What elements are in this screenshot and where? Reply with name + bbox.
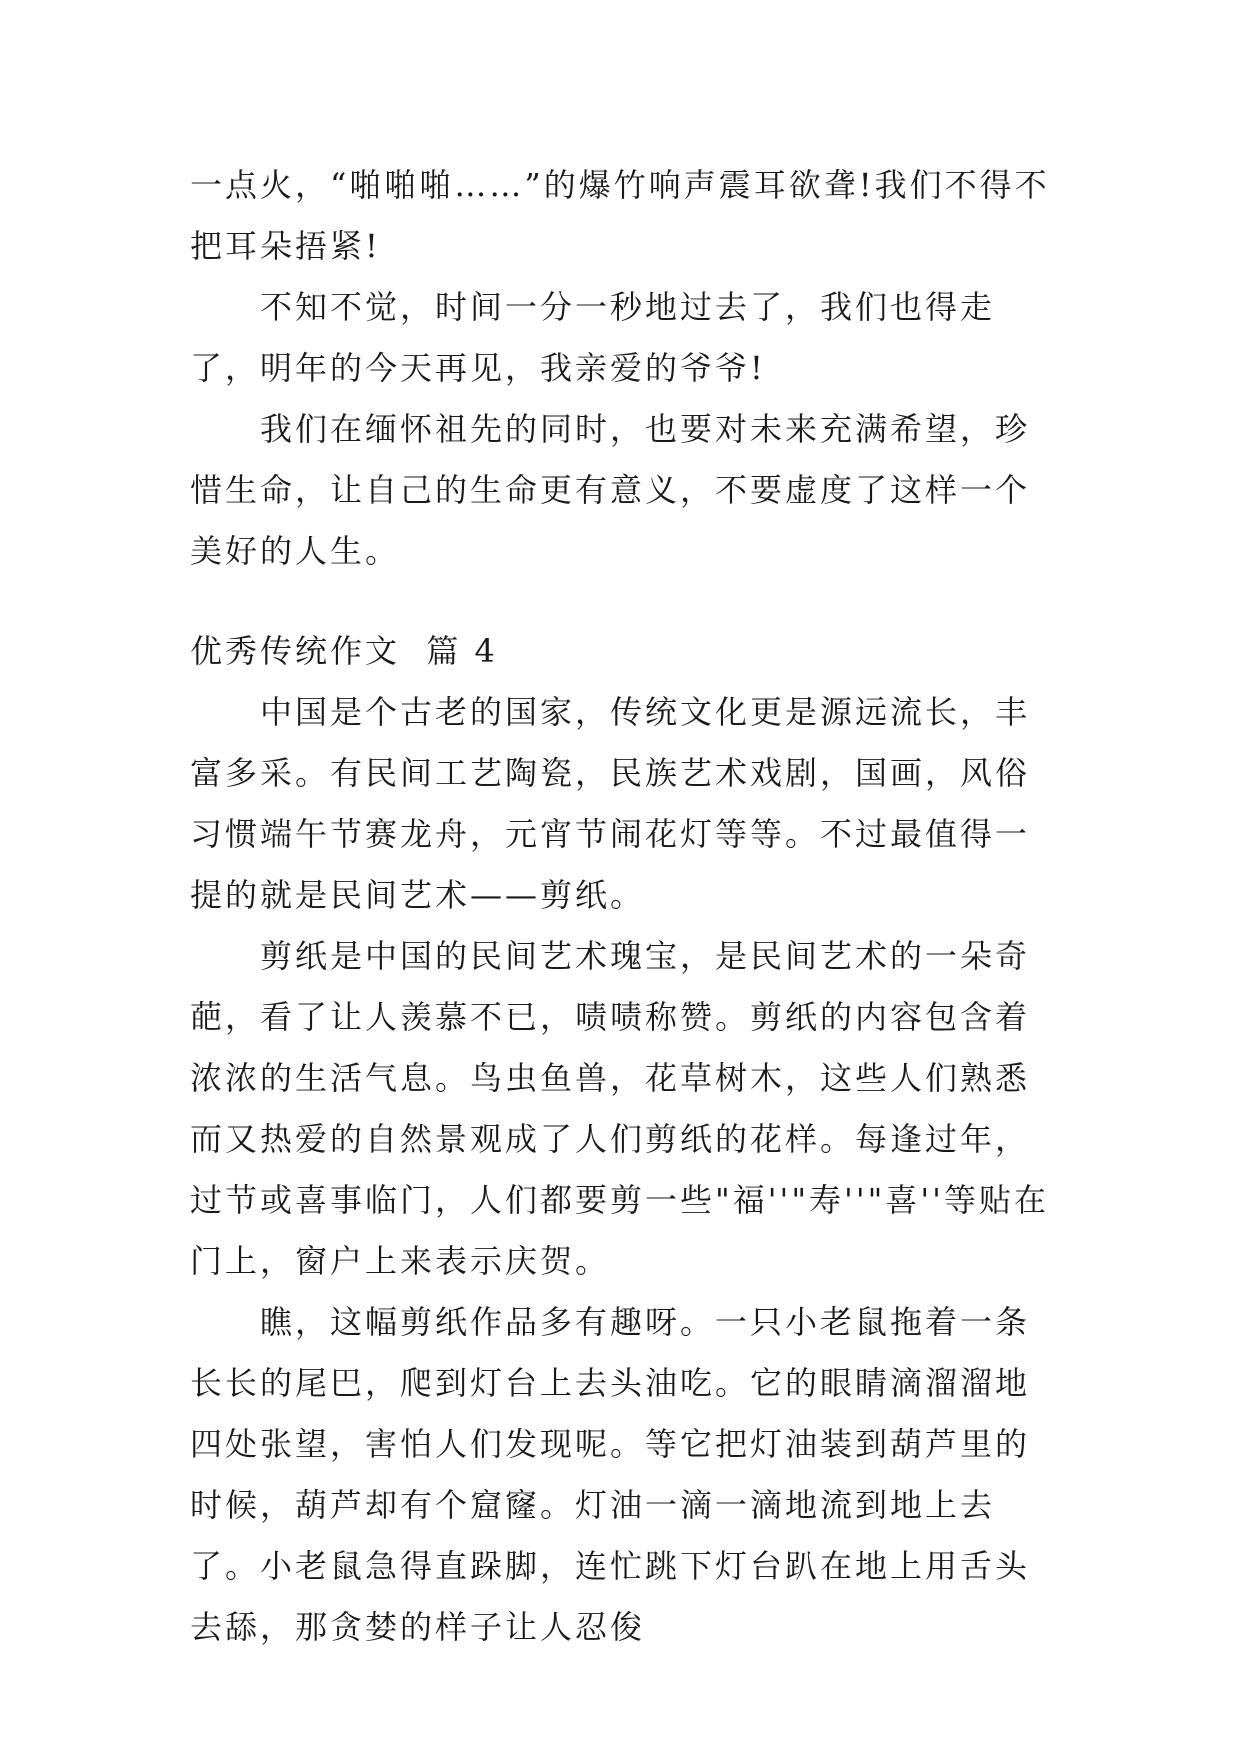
paragraph: 瞧，这幅剪纸作品多有趣呀。一只小老鼠拖着一条长长的尾巴，爬到灯台上去头油吃。它的眼睛滴溜溜地四处张望，害怕人们发现呢。等它把灯油装到葫芦里的时候，葫芦却有个窟窿。灯油一滴一滴地流到地上去了。小老鼠急得直跺脚，连忙跳下灯台趴在地上用舌头去舔，那贪婪的样子让人忍俊 bbox=[190, 1303, 1031, 1646]
paragraph: 我们在缅怀祖先的同时，也要对未来充满希望，珍惜生命，让自己的生命更有意义，不要虚度了这样一个美好的人生。 bbox=[190, 410, 1031, 570]
section-heading: 优秀传统作文 篇 4 bbox=[190, 632, 498, 670]
section-1-text bbox=[190, 155, 1050, 582]
paragraph-continued: 一点火，“啪啪啪……”的爆竹响声震耳欲聋!我们不得不把耳朵捂紧! bbox=[190, 166, 1050, 265]
paragraph: 剪纸是中国的民间艺术瑰宝，是民间艺术的一朵奇葩，看了让人羡慕不已，啧啧称赞。剪纸的内容包含着浓浓的生活气息。鸟虫鱼兽，花草树木，这些人们熟悉而又热爱的自然景观成了人们剪纸的花样。每逢过年，过节或喜事临门，人们都要剪一些"福''"寿''"喜''等贴在门上，窗户上来表示庆贺。 bbox=[190, 937, 1049, 1280]
paragraph: 中国是个古老的国家，传统文化更是源远流长，丰富多采。有民间工艺陶瓷，民族艺术戏剧，国画，风俗习惯端午节赛龙舟，元宵节闹花灯等等。不过最值得一提的就是民间艺术——剪纸。 bbox=[190, 693, 1031, 914]
section-2-heading-box bbox=[190, 621, 1050, 682]
paragraph: 不知不觉，时间一分一秒地过去了，我们也得走了，明年的今天再见，我亲爱的爷爷! bbox=[190, 288, 996, 387]
section-2-text bbox=[190, 682, 1050, 1658]
